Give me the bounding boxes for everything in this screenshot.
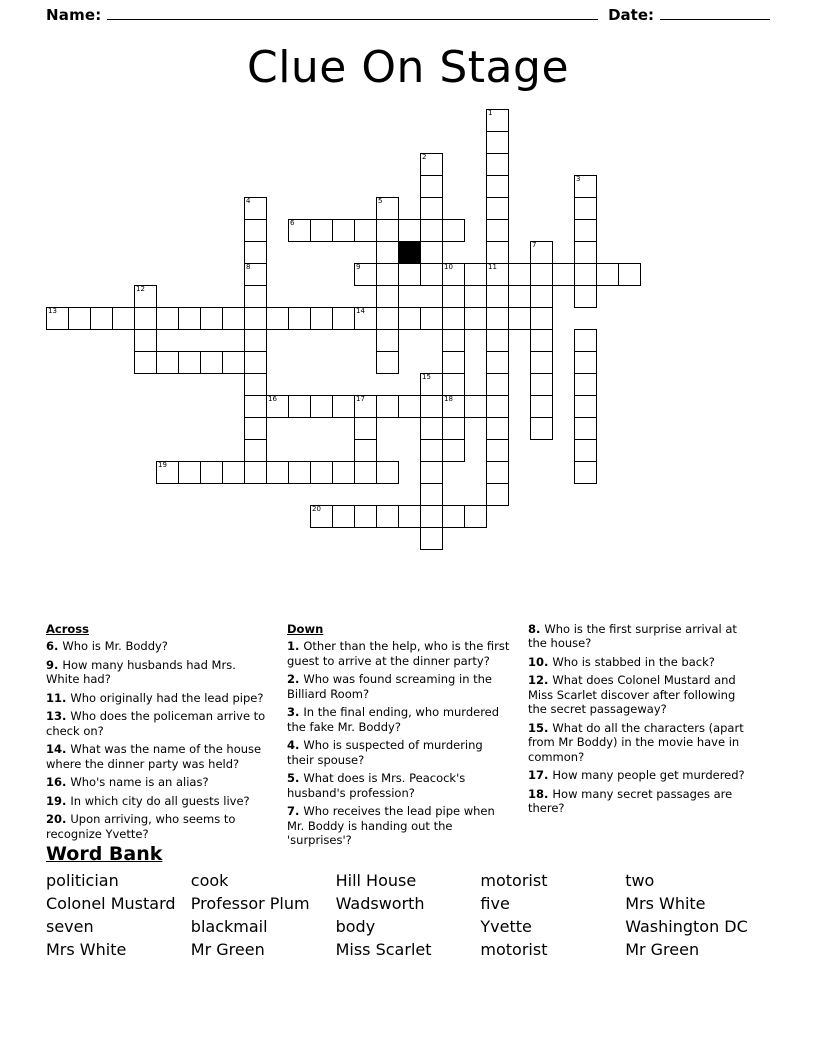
grid-cell[interactable] [354, 417, 377, 440]
grid-cell-number: 16 [268, 395, 277, 403]
grid-cell[interactable] [134, 307, 157, 330]
clue-text: How many husbands had Mrs. White had? [46, 657, 236, 687]
grid-cell[interactable] [420, 153, 443, 176]
grid-cell-number: 14 [356, 307, 365, 315]
grid-cell[interactable] [244, 219, 267, 242]
word-bank-item: five [480, 894, 510, 913]
grid-cell[interactable] [398, 263, 421, 286]
grid-cell[interactable] [376, 285, 399, 308]
clue-text: Other than the help, who is the first guest to arrive at the dinner party? [287, 639, 510, 668]
grid-cell[interactable] [486, 329, 509, 352]
grid-cell[interactable] [530, 285, 553, 308]
word-bank-item: Mr Green [190, 940, 265, 959]
grid-cell[interactable] [420, 197, 443, 220]
down-clue-list-1 [287, 639, 512, 847]
grid-cell[interactable] [244, 417, 267, 440]
grid-cell[interactable] [266, 395, 289, 418]
down-clue [528, 655, 753, 669]
clue-number: 8. [528, 622, 545, 636]
grid-cell[interactable] [420, 417, 443, 440]
grid-cell[interactable] [112, 307, 135, 330]
grid-cell[interactable] [530, 329, 553, 352]
grid-cell[interactable] [574, 241, 597, 264]
grid-cell-number: 15 [422, 373, 431, 381]
grid-cell[interactable] [420, 307, 443, 330]
word-bank-item: motorist [480, 940, 548, 959]
grid-cell[interactable] [398, 505, 421, 528]
grid-cell[interactable] [442, 263, 465, 286]
word-bank-item: seven [46, 917, 94, 936]
grid-cell[interactable] [464, 395, 487, 418]
grid-cell[interactable] [332, 461, 355, 484]
grid-cell[interactable] [574, 373, 597, 396]
grid-cell-number: 7 [532, 241, 537, 249]
grid-cell[interactable] [244, 351, 267, 374]
across-clue [46, 775, 271, 789]
grid-cell-number: 9 [356, 263, 361, 271]
down-clue [287, 738, 512, 767]
grid-cell[interactable] [530, 395, 553, 418]
grid-cell[interactable] [288, 395, 311, 418]
grid-cell[interactable] [420, 395, 443, 418]
grid-cell[interactable] [420, 461, 443, 484]
grid-cell[interactable] [420, 241, 443, 264]
grid-cell[interactable] [442, 219, 465, 242]
grid-cell[interactable] [46, 307, 69, 330]
clue-number: 7. [287, 804, 304, 819]
down-clue [287, 771, 512, 800]
grid-cell-number: 19 [158, 461, 167, 469]
across-clue [46, 812, 271, 841]
word-bank-item: politician [46, 871, 119, 890]
clue-number: 10. [528, 654, 553, 669]
grid-cell[interactable] [486, 109, 509, 132]
grid-cell[interactable] [244, 307, 267, 330]
grid-cell[interactable] [244, 395, 267, 418]
grid-cell[interactable] [508, 307, 531, 330]
across-clue [46, 742, 271, 771]
grid-cell[interactable] [574, 439, 597, 462]
grid-cell[interactable] [530, 417, 553, 440]
clue-number: 16. [46, 775, 71, 790]
name-blank-line [107, 6, 598, 20]
clue-text: What do all the characters (apart from Mr Boddy) in the movie have in common? [528, 720, 744, 764]
date-blank-line [660, 6, 770, 20]
grid-cell[interactable] [354, 505, 377, 528]
grid-cell[interactable] [376, 505, 399, 528]
grid-cell[interactable] [178, 307, 201, 330]
grid-cell[interactable] [486, 373, 509, 396]
down-clue [287, 639, 512, 668]
grid-cell[interactable] [574, 329, 597, 352]
clue-number: 14. [46, 742, 71, 757]
clues-across-column [46, 622, 287, 852]
grid-cell[interactable] [332, 307, 355, 330]
clue-text: How many secret passages are there? [528, 786, 733, 816]
grid-cell[interactable] [398, 395, 421, 418]
grid-cell[interactable] [442, 351, 465, 374]
grid-cell[interactable] [574, 351, 597, 374]
clue-number: 19. [46, 793, 71, 808]
across-clue [46, 639, 271, 653]
grid-cell-number: 5 [378, 197, 383, 205]
clue-number: 1. [287, 639, 304, 654]
word-bank-item: Mrs White [625, 894, 706, 913]
grid-cell[interactable] [486, 241, 509, 264]
clue-text: Who originally had the lead pipe? [70, 690, 264, 705]
crossword-grid[interactable] [46, 109, 770, 529]
grid-cell[interactable] [134, 329, 157, 352]
word-bank-item: Hill House [335, 871, 417, 890]
grid-cell[interactable] [332, 395, 355, 418]
grid-cell[interactable] [200, 351, 223, 374]
clue-text: Who receives the lead pipe when Mr. Boddy is handing out the 'surprises'? [287, 804, 495, 848]
grid-cell[interactable] [354, 263, 377, 286]
grid-cell[interactable] [376, 263, 399, 286]
clue-text: Who is Mr. Boddy? [62, 639, 168, 654]
grid-cell[interactable] [420, 175, 443, 198]
grid-cell[interactable] [376, 197, 399, 220]
word-bank-item: Miss Scarlet [335, 940, 432, 959]
grid-cell[interactable] [156, 351, 179, 374]
grid-cell-number: 11 [488, 263, 497, 271]
clue-number: 13. [46, 709, 71, 724]
grid-cell[interactable] [244, 241, 267, 264]
grid-cell[interactable] [244, 197, 267, 220]
grid-cell[interactable] [244, 439, 267, 462]
clue-number: 6. [46, 639, 63, 654]
clue-number: 18. [528, 786, 553, 801]
grid-cell[interactable] [222, 307, 245, 330]
word-bank-item: Wadsworth [335, 894, 425, 913]
grid-cell-number: 8 [246, 263, 251, 271]
grid-cell[interactable] [464, 263, 487, 286]
clue-text: Who does the policeman arrive to check on? [46, 709, 266, 738]
word-bank-item: body [335, 917, 376, 936]
grid-cell[interactable] [310, 307, 333, 330]
grid-cell[interactable] [508, 263, 531, 286]
clue-number: 5. [287, 771, 304, 786]
grid-cell[interactable] [530, 373, 553, 396]
word-bank-item: Yvette [480, 917, 532, 936]
grid-cell[interactable] [288, 461, 311, 484]
grid-cell[interactable] [530, 241, 553, 264]
down-clue [528, 787, 753, 816]
across-heading: Across [46, 622, 89, 636]
clue-text: How many people get murdered? [552, 768, 745, 783]
clue-number: 17. [528, 768, 553, 783]
grid-cell[interactable] [134, 351, 157, 374]
grid-cell[interactable] [486, 461, 509, 484]
grid-cell[interactable] [442, 417, 465, 440]
down-clue [287, 705, 512, 734]
grid-cell-number: 13 [48, 307, 57, 315]
clue-text: Who is suspected of murdering their spouse? [287, 738, 483, 767]
grid-cell-number: 6 [290, 219, 295, 227]
grid-cell[interactable] [574, 219, 597, 242]
grid-cell-number: 12 [136, 285, 145, 293]
grid-cell[interactable] [486, 197, 509, 220]
grid-cell[interactable] [596, 263, 619, 286]
grid-cell-number: 10 [444, 263, 453, 271]
grid-cell[interactable] [420, 505, 443, 528]
grid-cell-number: 4 [246, 197, 251, 205]
clue-text: Who was found screaming in the Billiard Room? [287, 672, 493, 701]
down-clue [528, 768, 753, 782]
grid-cell[interactable] [486, 417, 509, 440]
word-bank-item: Mr Green [625, 940, 700, 959]
down-heading: Down [287, 622, 324, 636]
grid-cell[interactable] [420, 527, 443, 550]
down-clue [287, 804, 512, 847]
grid-cell[interactable] [244, 461, 267, 484]
word-bank-item: Washington DC [625, 917, 748, 936]
grid-cell[interactable] [222, 351, 245, 374]
word-bank-item: cook [190, 871, 229, 890]
grid-cell[interactable] [420, 219, 443, 242]
grid-cell[interactable] [574, 263, 597, 286]
clue-text: In the final ending, who murdered the fake Mr. Boddy? [287, 705, 500, 734]
grid-cell[interactable] [574, 175, 597, 198]
date-label: Date: [608, 6, 654, 24]
across-clue [46, 658, 271, 687]
grid-cell[interactable] [618, 263, 641, 286]
grid-cell[interactable] [442, 505, 465, 528]
grid-cell[interactable] [156, 307, 179, 330]
grid-cell[interactable] [178, 461, 201, 484]
grid-cell[interactable] [530, 351, 553, 374]
word-bank-title: Word Bank [46, 843, 163, 865]
across-clue-list [46, 639, 271, 841]
clue-number: 4. [287, 738, 304, 753]
grid-cell-number: 3 [576, 175, 581, 183]
grid-cell[interactable] [354, 219, 377, 242]
grid-cell[interactable] [244, 285, 267, 308]
grid-cell[interactable] [486, 219, 509, 242]
grid-cell[interactable] [442, 439, 465, 462]
word-bank-item: Professor Plum [190, 894, 310, 913]
grid-cell[interactable] [464, 307, 487, 330]
grid-cell[interactable] [266, 461, 289, 484]
grid-cell[interactable] [354, 395, 377, 418]
grid-cell[interactable] [420, 439, 443, 462]
clues-section [46, 622, 770, 852]
name-label: Name: [46, 6, 102, 24]
grid-cell[interactable] [376, 329, 399, 352]
grid-cell[interactable] [376, 307, 399, 330]
clues-down-column-2 [528, 622, 769, 852]
grid-cell[interactable] [530, 307, 553, 330]
grid-cell[interactable] [574, 461, 597, 484]
grid-cell[interactable] [574, 197, 597, 220]
clue-number: 12. [528, 673, 553, 688]
grid-cell[interactable] [574, 285, 597, 308]
grid-cell[interactable] [420, 373, 443, 396]
clue-text: Upon arriving, who seems to recognize Yvette? [46, 812, 236, 841]
clue-text: What does is Mrs. Peacock's husband's profession? [287, 771, 466, 800]
word-bank-item: motorist [480, 871, 548, 890]
grid-cell[interactable] [486, 285, 509, 308]
word-bank [46, 843, 770, 959]
grid-cell-number: 18 [444, 395, 453, 403]
grid-cell[interactable] [530, 263, 553, 286]
grid-cell[interactable] [486, 439, 509, 462]
word-bank-item: Mrs White [46, 940, 127, 959]
clue-number: 11. [46, 690, 71, 705]
grid-cell[interactable] [68, 307, 91, 330]
grid-cell[interactable] [156, 461, 179, 484]
down-clue [287, 672, 512, 701]
clue-text: What does Colonel Mustard and Miss Scarlet discover after following the secret passageway? [528, 673, 736, 717]
grid-cell[interactable] [486, 483, 509, 506]
grid-cell[interactable] [376, 241, 399, 264]
clue-text: Who is stabbed in the back? [552, 654, 715, 669]
grid-cell[interactable] [464, 505, 487, 528]
grid-cell[interactable] [310, 219, 333, 242]
grid-cell-blocked [398, 241, 421, 264]
grid-cell[interactable] [266, 307, 289, 330]
grid-cell[interactable] [398, 307, 421, 330]
grid-cell[interactable] [310, 505, 333, 528]
grid-cell[interactable] [244, 263, 267, 286]
grid-cell[interactable] [442, 373, 465, 396]
grid-cell[interactable] [200, 307, 223, 330]
grid-cell[interactable] [332, 505, 355, 528]
grid-cell-number: 20 [312, 505, 321, 513]
grid-cell[interactable] [420, 483, 443, 506]
grid-cell[interactable] [244, 329, 267, 352]
grid-cell[interactable] [486, 263, 509, 286]
grid-cell[interactable] [288, 219, 311, 242]
clue-number: 2. [287, 672, 304, 687]
grid-cell[interactable] [354, 461, 377, 484]
grid-cell[interactable] [376, 219, 399, 242]
clue-number: 9. [46, 657, 63, 672]
grid-cell-number: 17 [356, 395, 365, 403]
grid-cell[interactable] [398, 219, 421, 242]
grid-cell[interactable] [486, 153, 509, 176]
grid-cell[interactable] [552, 263, 575, 286]
clue-text: Who is the first surprise arrival at the house? [528, 622, 737, 651]
grid-cell[interactable] [420, 263, 443, 286]
grid-cell[interactable] [574, 417, 597, 440]
grid-cell[interactable] [310, 461, 333, 484]
grid-cell[interactable] [486, 351, 509, 374]
grid-cell[interactable] [310, 395, 333, 418]
grid-cell[interactable] [354, 439, 377, 462]
grid-cell[interactable] [244, 373, 267, 396]
grid-cell[interactable] [442, 329, 465, 352]
word-bank-item: blackmail [190, 917, 268, 936]
word-bank-item: Colonel Mustard [46, 894, 176, 913]
grid-cell-number: 2 [422, 153, 427, 161]
header [46, 0, 770, 24]
grid-cell-number: 1 [488, 109, 493, 117]
grid-cell[interactable] [354, 307, 377, 330]
grid-cell[interactable] [288, 307, 311, 330]
grid-cell[interactable] [376, 395, 399, 418]
grid-cell[interactable] [574, 395, 597, 418]
word-bank-list [46, 871, 770, 959]
clue-text: What was the name of the house where the dinner party was held? [46, 742, 262, 771]
grid-cell[interactable] [442, 285, 465, 308]
grid-cell[interactable] [442, 395, 465, 418]
grid-cell[interactable] [222, 461, 245, 484]
grid-cell[interactable] [486, 395, 509, 418]
clue-text: Who's name is an alias? [70, 775, 209, 790]
across-clue [46, 691, 271, 705]
across-clue [46, 794, 271, 808]
clues-down-column-1 [287, 622, 528, 852]
across-clue [46, 709, 271, 738]
word-bank-item: two [625, 871, 655, 890]
grid-cell[interactable] [486, 131, 509, 154]
page-title: Clue On Stage [246, 42, 570, 93]
down-clue [528, 622, 753, 651]
grid-cell[interactable] [486, 175, 509, 198]
clue-number: 20. [46, 812, 71, 827]
grid-cell[interactable] [90, 307, 113, 330]
grid-cell[interactable] [332, 219, 355, 242]
clue-text: In which city do all guests live? [70, 793, 250, 808]
grid-cell[interactable] [178, 351, 201, 374]
grid-cell[interactable] [134, 285, 157, 308]
down-clue [528, 673, 753, 716]
grid-cell[interactable] [376, 461, 399, 484]
down-clue-list-2 [528, 622, 753, 816]
grid-cell[interactable] [200, 461, 223, 484]
grid-cell[interactable] [442, 307, 465, 330]
grid-cell[interactable] [376, 351, 399, 374]
clue-number: 3. [287, 705, 304, 720]
down-clue [528, 721, 753, 764]
clue-number: 15. [528, 720, 553, 735]
grid-cell[interactable] [486, 307, 509, 330]
